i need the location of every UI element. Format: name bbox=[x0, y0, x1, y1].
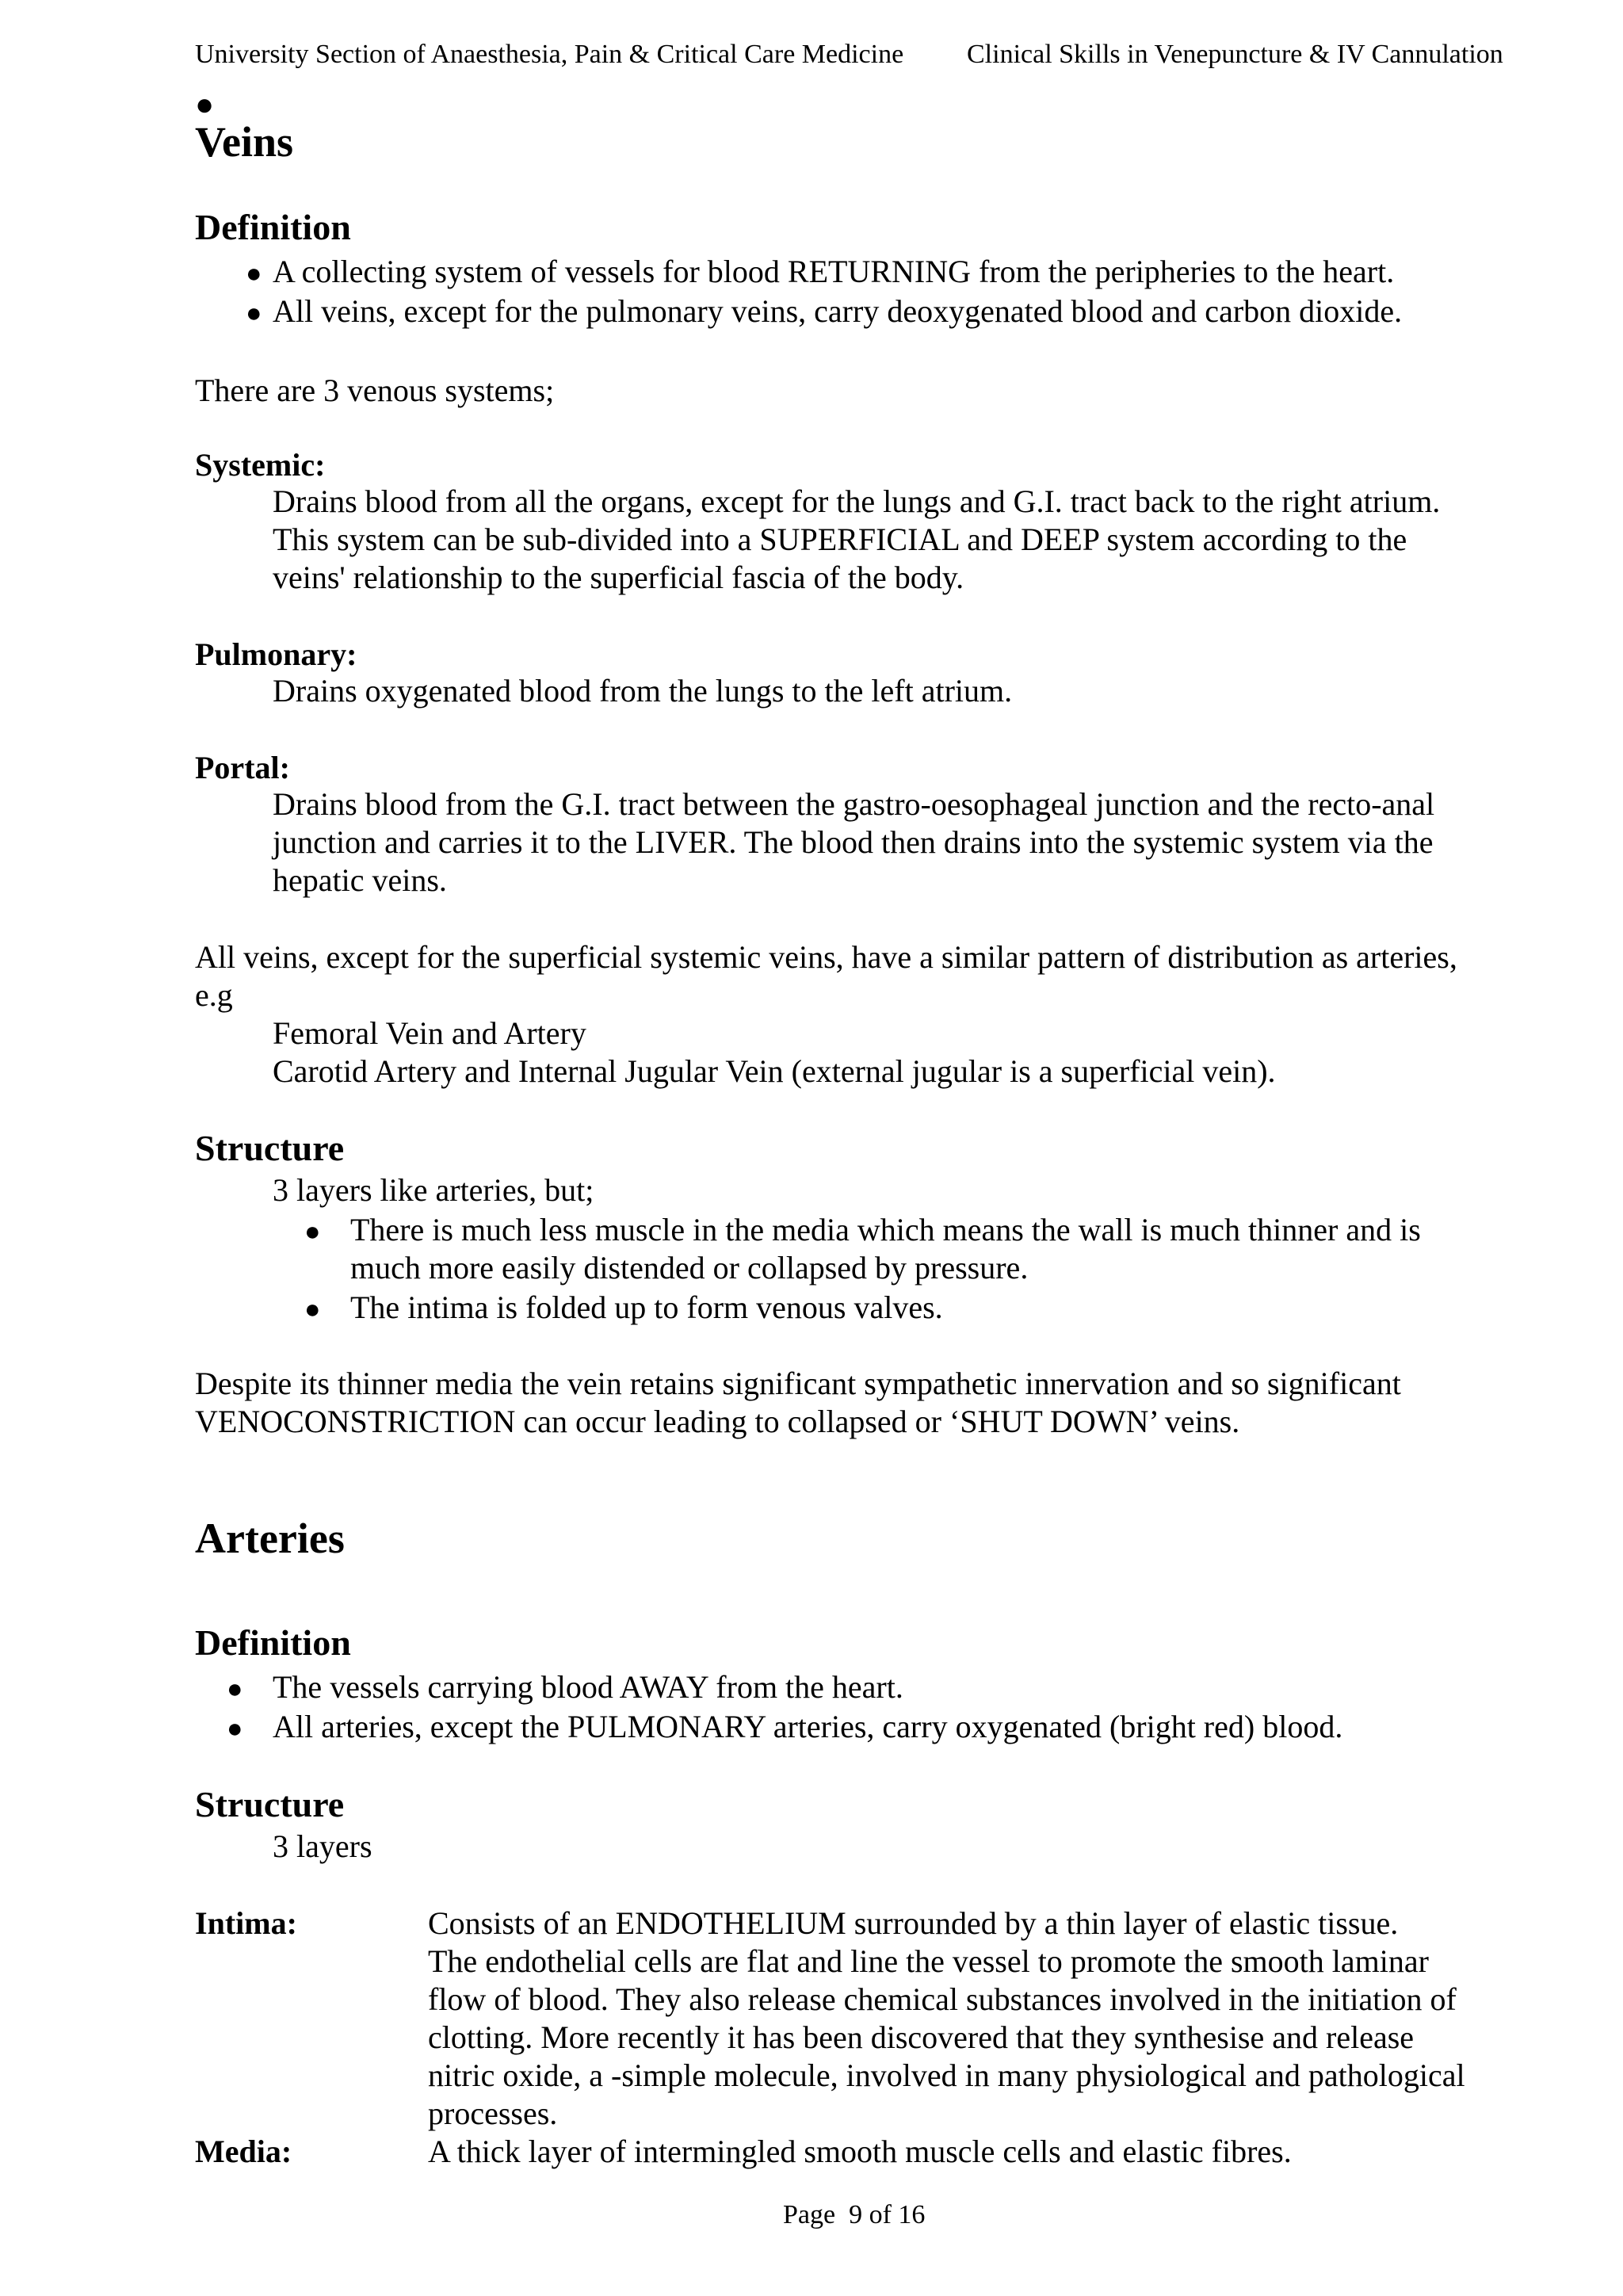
intima-label: Intima: bbox=[195, 1905, 297, 1941]
portal-label: Portal: bbox=[195, 750, 290, 785]
arteries-definition-item: The vessels carrying blood AWAY from the heart. bbox=[273, 1669, 903, 1705]
intima-line: clotting. More recently it has been discovered that they synthesise and release bbox=[428, 2019, 1415, 2055]
veins-structure-item: The intima is folded up to form venous valves. bbox=[350, 1289, 943, 1325]
header-left: University Section of Anaesthesia, Pain & Critical Care Medicine bbox=[195, 40, 904, 69]
systemic-line: Drains blood from all the organs, except for the lungs and G.I. tract back to the right atrium. bbox=[273, 483, 1441, 519]
distribution-line: All veins, except for the superficial systemic veins, have a similar pattern of distribution as arteries, bbox=[195, 939, 1457, 975]
page-number: Page 9 of 16 bbox=[783, 2200, 926, 2229]
arteries-definition-item: All arteries, except the PULMONARY arteries, carry oxygenated (bright red) blood. bbox=[273, 1709, 1343, 1744]
despite-line: Despite its thinner media the vein retains significant sympathetic innervation and so significant bbox=[195, 1366, 1401, 1401]
pulmonary-line: Drains oxygenated blood from the lungs to the left atrium. bbox=[273, 673, 1013, 709]
veins-structure-item: much more easily distended or collapsed by pressure. bbox=[350, 1250, 1029, 1286]
example-line: Carotid Artery and Internal Jugular Vein (external jugular is a superficial vein). bbox=[273, 1053, 1276, 1089]
portal-line: junction and carries it to the LIVER. The blood then drains into the systemic system via the bbox=[273, 824, 1434, 860]
bullet-icon: ● bbox=[304, 1217, 321, 1247]
intima-line: The endothelial cells are flat and line the vessel to promote the smooth laminar bbox=[428, 1943, 1429, 1979]
systemic-line: veins' relationship to the superficial fascia of the body. bbox=[273, 560, 964, 595]
bullet-icon: ● bbox=[195, 86, 215, 122]
intima-line: Consists of an ENDOTHELIUM surrounded by a thin layer of elastic tissue. bbox=[428, 1905, 1399, 1941]
media-text: A thick layer of intermingled smooth muscle cells and elastic fibres. bbox=[428, 2134, 1292, 2169]
media-label: Media: bbox=[195, 2134, 292, 2169]
despite-line: VENOCONSTRICTION can occur leading to collapsed or ‘SHUT DOWN’ veins. bbox=[195, 1404, 1240, 1439]
veins-structure-intro: 3 layers like arteries, but; bbox=[273, 1172, 594, 1208]
bullet-icon: ● bbox=[304, 1295, 321, 1324]
bullet-icon: ● bbox=[246, 259, 262, 288]
intima-line: nitric oxide, a -simple molecule, involved in many physiological and pathological bbox=[428, 2057, 1465, 2093]
bullet-icon: ● bbox=[246, 299, 262, 328]
intima-line: flow of blood. They also release chemical substances involved in the initiation of bbox=[428, 1981, 1457, 2017]
systemic-line: This system can be sub-divided into a SUPERFICIAL and DEEP system according to the bbox=[273, 521, 1407, 557]
arteries-structure-intro: 3 layers bbox=[273, 1828, 372, 1864]
veins-definition-item: A collecting system of vessels for blood RETURNING from the peripheries to the heart. bbox=[273, 254, 1395, 289]
header-right: Clinical Skills in Venepuncture & IV Cannulation bbox=[967, 40, 1503, 69]
distribution-line: e.g bbox=[195, 977, 233, 1013]
arteries-definition-heading: Definition bbox=[195, 1622, 351, 1663]
arteries-structure-heading: Structure bbox=[195, 1784, 345, 1824]
veins-definition-heading: Definition bbox=[195, 207, 351, 247]
systemic-label: Systemic: bbox=[195, 447, 326, 483]
portal-line: Drains blood from the G.I. tract between the gastro-oesophageal junction and the recto-anal bbox=[273, 786, 1435, 822]
veins-structure-heading: Structure bbox=[195, 1128, 345, 1168]
bullet-icon: ● bbox=[227, 1675, 243, 1704]
veins-definition-item: All veins, except for the pulmonary veins, carry deoxygenated blood and carbon dioxide. bbox=[273, 293, 1403, 329]
venous-systems-intro: There are 3 venous systems; bbox=[195, 372, 555, 408]
arteries-title: Arteries bbox=[195, 1515, 345, 1562]
example-line: Femoral Vein and Artery bbox=[273, 1015, 586, 1051]
bullet-icon: ● bbox=[227, 1714, 243, 1744]
portal-line: hepatic veins. bbox=[273, 862, 447, 898]
intima-line: processes. bbox=[428, 2095, 558, 2131]
veins-title: Veins bbox=[195, 118, 294, 166]
veins-structure-item: There is much less muscle in the media which means the wall is much thinner and is bbox=[350, 1212, 1421, 1247]
pulmonary-label: Pulmonary: bbox=[195, 636, 357, 672]
